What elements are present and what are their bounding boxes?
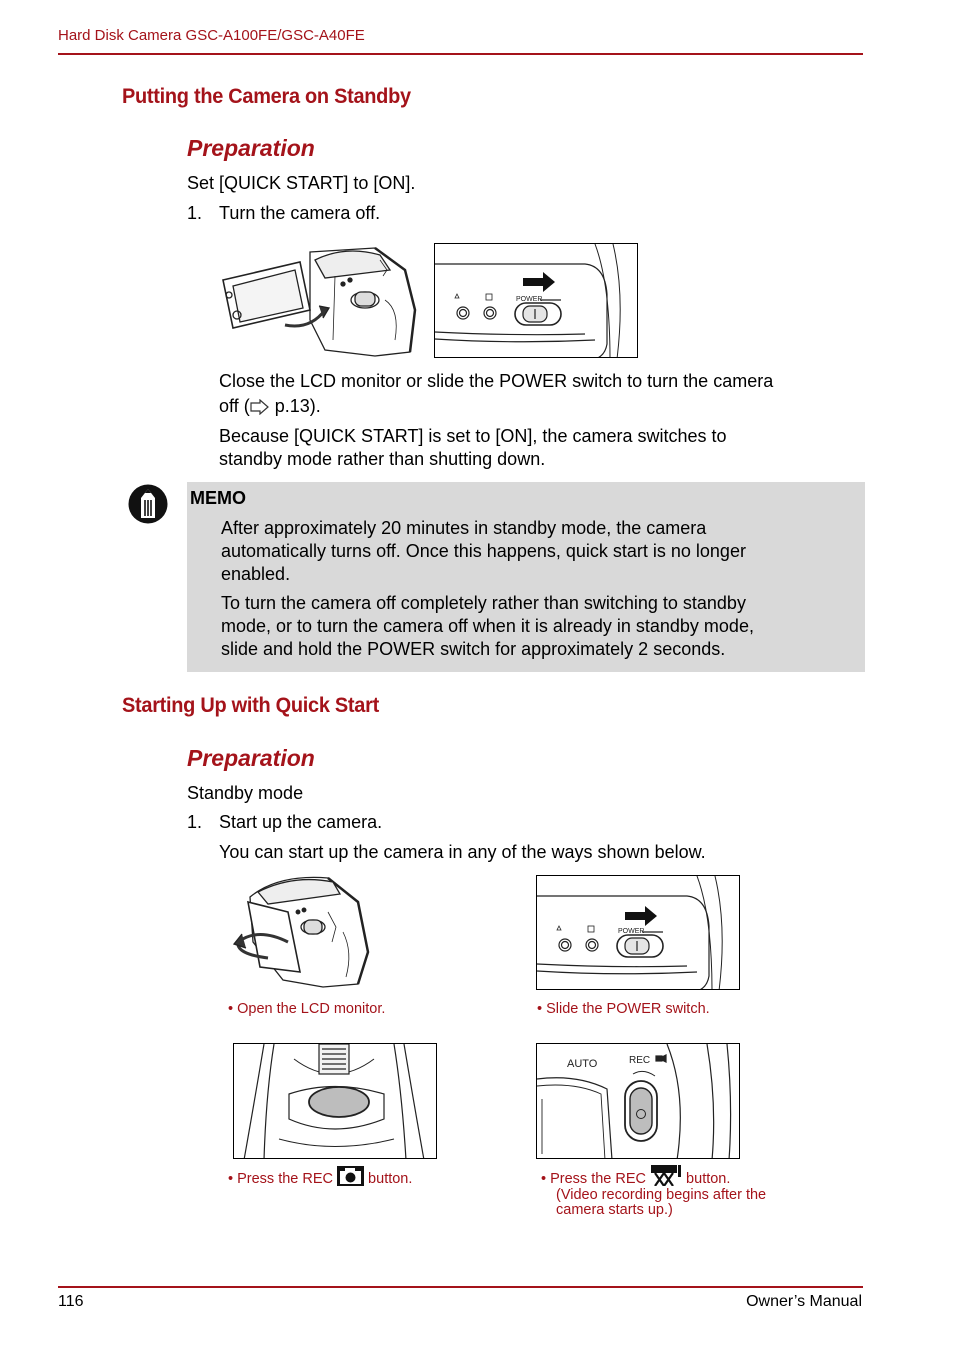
rec-label: REC <box>629 1055 651 1066</box>
memo-para1-line1: After approximately 20 minutes in standby mode, the camera <box>221 518 707 538</box>
manual-title: Owner’s Manual <box>746 1293 862 1310</box>
rec-photo-button-drawing <box>234 1044 437 1159</box>
power-label-2: POWER <box>618 928 645 935</box>
auto-label: AUTO <box>567 1058 598 1070</box>
caption-slide-power: • Slide the POWER switch. <box>537 1001 710 1017</box>
page-number: 116 <box>58 1293 84 1310</box>
preparation-heading-1: Preparation <box>187 135 315 161</box>
step-text-2: Start up the camera. <box>219 812 383 832</box>
power-label-1: POWER <box>516 296 543 303</box>
preparation-text-2: Standby mode <box>187 783 304 803</box>
caption-press-rec-video-line3: camera starts up.) <box>556 1202 673 1218</box>
footer-rule <box>58 1286 863 1288</box>
caption-press-rec-photo-suffix: button. <box>364 1171 413 1187</box>
camcorder-open-lcd-figure <box>228 872 378 992</box>
memo-para1-line3: enabled. <box>221 564 291 584</box>
rec-video-button-drawing <box>537 1044 740 1159</box>
caption-press-rec-video-line2: (Video recording begins after the <box>556 1187 767 1203</box>
rec-photo-button-figure <box>233 1043 437 1159</box>
caption-press-rec-video <box>541 1171 730 1187</box>
caption-press-rec-photo <box>228 1171 412 1187</box>
step-number-2: 1. <box>187 812 203 832</box>
standby-para2-line1: Because [QUICK START] is set to [ON], the camera switches to <box>219 426 727 446</box>
step-number-1: 1. <box>187 203 203 223</box>
header-rule <box>58 53 863 55</box>
caption-press-rec-video-prefix: • Press the REC <box>541 1171 651 1187</box>
camera-icon <box>337 1166 364 1186</box>
preparation-heading-2: Preparation <box>187 745 315 771</box>
rec-video-button-figure <box>536 1043 740 1159</box>
memo-pencil-icon <box>128 484 168 524</box>
memo-para2-line3: slide and hold the POWER switch for approximately 2 seconds. <box>221 639 726 659</box>
preparation-text-1: Set [QUICK START] to [ON]. <box>187 173 416 193</box>
standby-para1-line2 <box>219 395 321 418</box>
step-text-1: Turn the camera off. <box>219 203 381 223</box>
section-heading-standby: Putting the Camera on Standby <box>122 85 411 108</box>
standby-para1-line1: Close the LCD monitor or slide the POWER switch to turn the camera <box>219 371 774 391</box>
caption-open-lcd: • Open the LCD monitor. <box>228 1001 386 1017</box>
slide-power-switch-figure <box>536 875 740 990</box>
running-header: Hard Disk Camera GSC-A100FE/GSC-A40FE <box>58 27 365 44</box>
power-switch-figure <box>434 243 638 358</box>
standby-para1-suffix: p.13). <box>269 396 321 416</box>
slide-power-switch-drawing <box>537 876 740 990</box>
caption-press-rec-photo-prefix: • Press the REC <box>228 1171 338 1187</box>
page-reference-arrow-icon <box>250 399 270 415</box>
memo-para2-line1: To turn the camera off completely rather than switching to standby <box>221 593 746 613</box>
memo-label: MEMO <box>190 488 246 508</box>
memo-para2-line2: mode, or to turn the camera off when it is already in standby mode, <box>221 616 754 636</box>
camcorder-close-lcd-figure <box>215 240 425 360</box>
memo-para1-line2: automatically turns off. Once this happens, quick start is no longer <box>221 541 746 561</box>
caption-press-rec-video-suffix: button. <box>682 1171 731 1187</box>
section-heading-quick-start: Starting Up with Quick Start <box>122 694 379 717</box>
standby-para2-line2: standby mode rather than shutting down. <box>219 449 546 469</box>
standby-para1-prefix: off ( <box>219 396 250 416</box>
movie-camera-icon <box>650 1164 682 1186</box>
power-switch-drawing <box>435 244 638 358</box>
step-subtext-2: You can start up the camera in any of the ways shown below. <box>219 842 706 862</box>
